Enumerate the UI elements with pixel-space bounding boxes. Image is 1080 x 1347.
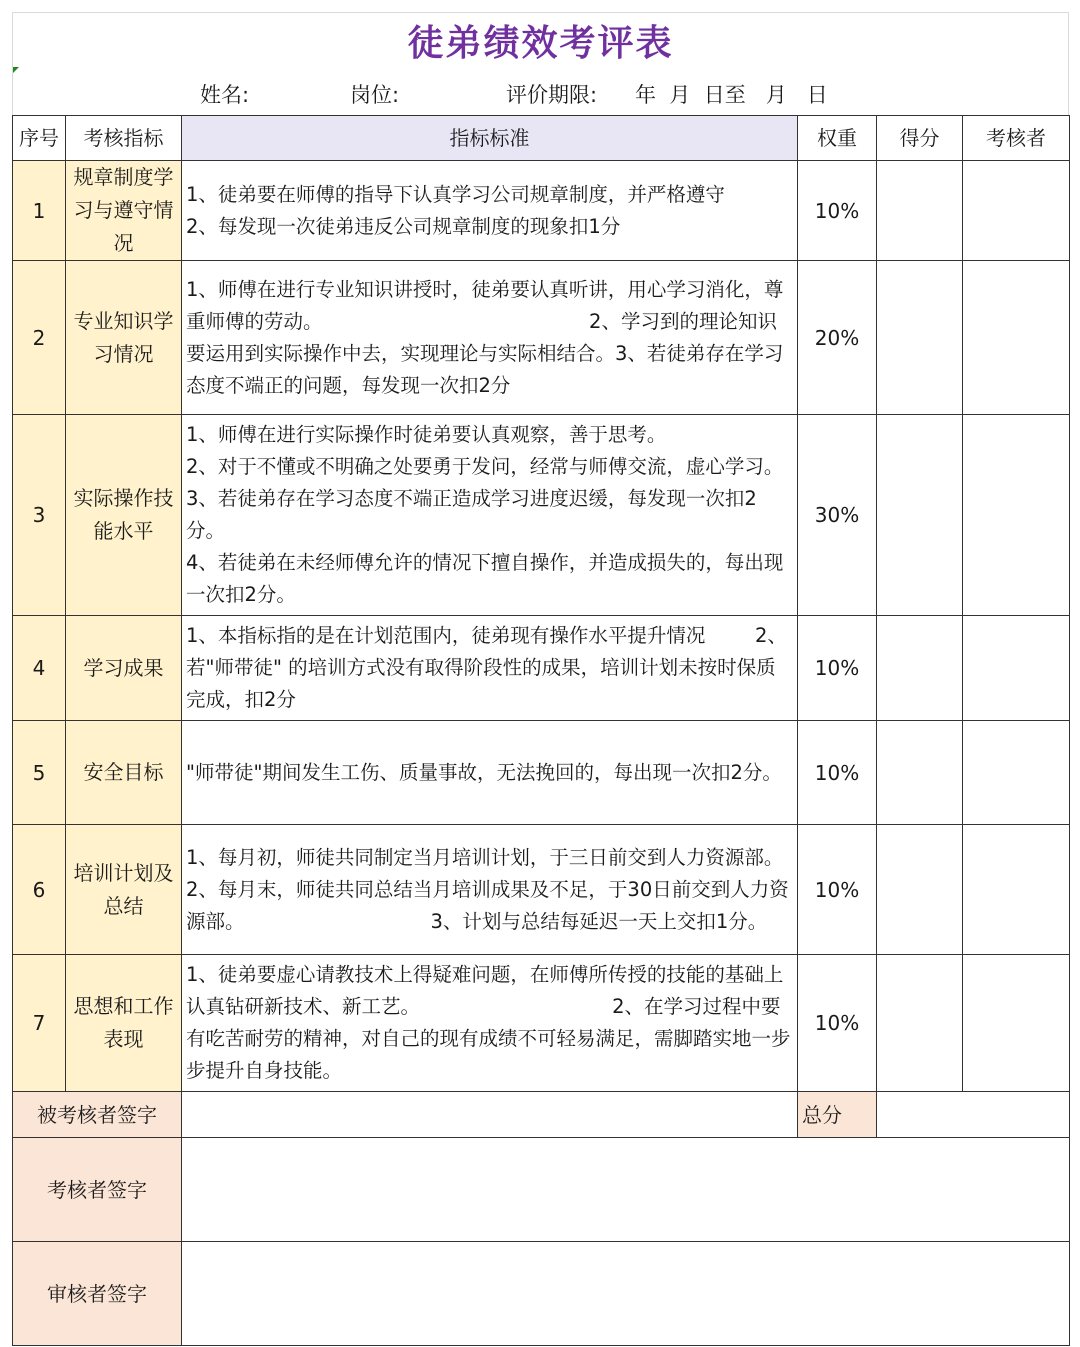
table-row (13, 161, 1070, 261)
header-no: 序号 (13, 116, 66, 161)
examinee-sign-row (13, 1092, 1070, 1138)
header-standard: 指标标准 (182, 116, 798, 161)
row-standard: "师带徒"期间发生工伤、质量事故，无法挽回的，每出现一次扣2分。 (182, 721, 798, 825)
row-number: 7 (13, 955, 66, 1092)
row-examiner-cell[interactable] (963, 616, 1070, 721)
period-value: 年 月 日至 月 日 (635, 83, 828, 107)
row-number: 1 (13, 161, 66, 261)
reviewer-sign-row (13, 1242, 1070, 1346)
examiner-sign-label: 考核者签字 (13, 1138, 182, 1242)
title-row (12, 12, 1069, 67)
row-number: 2 (13, 261, 66, 415)
table-row (13, 261, 1070, 415)
header-weight: 权重 (798, 116, 877, 161)
header-examiner: 考核者 (963, 116, 1070, 161)
total-label: 总分 (798, 1092, 877, 1138)
examiner-sign-cell[interactable] (182, 1138, 1070, 1242)
examiner-sign-row (13, 1138, 1070, 1242)
row-indicator: 学习成果 (66, 616, 182, 721)
row-indicator: 思想和工作表现 (66, 955, 182, 1092)
row-number: 6 (13, 825, 66, 955)
header-score: 得分 (877, 116, 963, 161)
evaluation-sheet (12, 12, 1069, 1346)
row-weight: 10% (798, 955, 877, 1092)
row-score-cell[interactable] (877, 955, 963, 1092)
row-standard: 1、师傅在进行专业知识讲授时，徒弟要认真听讲，用心学习消化，尊重师傅的劳动。 2、学习到的理论知识要运用到实际操作中去，实现理论与实际相结合。3、若徒弟存在学习态度不端正的问题，每发现一次扣2分 (182, 261, 798, 415)
header-row (13, 116, 1070, 161)
row-score-cell[interactable] (877, 415, 963, 616)
row-score-cell[interactable] (877, 825, 963, 955)
row-score-cell[interactable] (877, 261, 963, 415)
row-standard: 1、每月初，师徒共同制定当月培训计划，于三日前交到人力资源部。 2、每月末，师徒共同总结当月培训成果及不足，于30日前交到人力资源部。 3、计划与总结每延迟一天上交扣1分。 (182, 825, 798, 955)
row-number: 3 (13, 415, 66, 616)
row-indicator: 安全目标 (66, 721, 182, 825)
row-indicator: 规章制度学习与遵守情况 (66, 161, 182, 261)
name-label: 姓名: (200, 83, 250, 107)
table-row (13, 415, 1070, 616)
info-row (12, 67, 1069, 115)
row-weight: 20% (798, 261, 877, 415)
page-title: 徒弟绩效考评表 (407, 22, 674, 64)
row-standard: 1、徒弟要在师傅的指导下认真学习公司规章制度，并严格遵守 2、每发现一次徒弟违反公司规章制度的现象扣1分 (182, 161, 798, 261)
period-label: 评价期限: (506, 83, 598, 107)
header-indicator: 考核指标 (66, 116, 182, 161)
row-standard: 1、本指标指的是在计划范围内，徒弟现有操作水平提升情况 2、若"师带徒" 的培训方式没有取得阶段性的成果，培训计划未按时保质完成，扣2分 (182, 616, 798, 721)
row-standard: 1、徒弟要虚心请教技术上得疑难问题，在师傅所传授的技能的基础上认真钻研新技术、新工艺。 2、在学习过程中要有吃苦耐劳的精神，对自己的现有成绩不可轻易满足，需脚踏实地一步步提升自身技能。 (182, 955, 798, 1092)
row-weight: 30% (798, 415, 877, 616)
row-number: 5 (13, 721, 66, 825)
row-score-cell[interactable] (877, 616, 963, 721)
total-score-cell[interactable] (877, 1092, 1070, 1138)
table-row (13, 721, 1070, 825)
row-score-cell[interactable] (877, 161, 963, 261)
table-row (13, 825, 1070, 955)
row-examiner-cell[interactable] (963, 161, 1070, 261)
row-indicator: 实际操作技能水平 (66, 415, 182, 616)
row-number: 4 (13, 616, 66, 721)
row-weight: 10% (798, 721, 877, 825)
row-examiner-cell[interactable] (963, 415, 1070, 616)
evaluation-table (12, 115, 1070, 1346)
examinee-sign-cell[interactable] (182, 1092, 798, 1138)
post-label: 岗位: (350, 83, 400, 107)
examinee-sign-label: 被考核者签字 (13, 1092, 182, 1138)
row-weight: 10% (798, 161, 877, 261)
row-indicator: 培训计划及总结 (66, 825, 182, 955)
reviewer-sign-label: 审核者签字 (13, 1242, 182, 1346)
row-examiner-cell[interactable] (963, 721, 1070, 825)
table-row (13, 616, 1070, 721)
row-standard: 1、师傅在进行实际操作时徒弟要认真观察，善于思考。 2、对于不懂或不明确之处要勇于发问，经常与师傅交流，虚心学习。 3、若徒弟存在学习态度不端正造成学习进度迟缓，每发现一次扣2分。 4、若徒弟在未经师傅允许的情况下擅自操作，并造成损失的，每出现一次扣2分。 (182, 415, 798, 616)
row-weight: 10% (798, 616, 877, 721)
reviewer-sign-cell[interactable] (182, 1242, 1070, 1346)
row-weight: 10% (798, 825, 877, 955)
row-examiner-cell[interactable] (963, 825, 1070, 955)
row-score-cell[interactable] (877, 721, 963, 825)
row-examiner-cell[interactable] (963, 955, 1070, 1092)
row-indicator: 专业知识学习情况 (66, 261, 182, 415)
row-examiner-cell[interactable] (963, 261, 1070, 415)
table-row (13, 955, 1070, 1092)
